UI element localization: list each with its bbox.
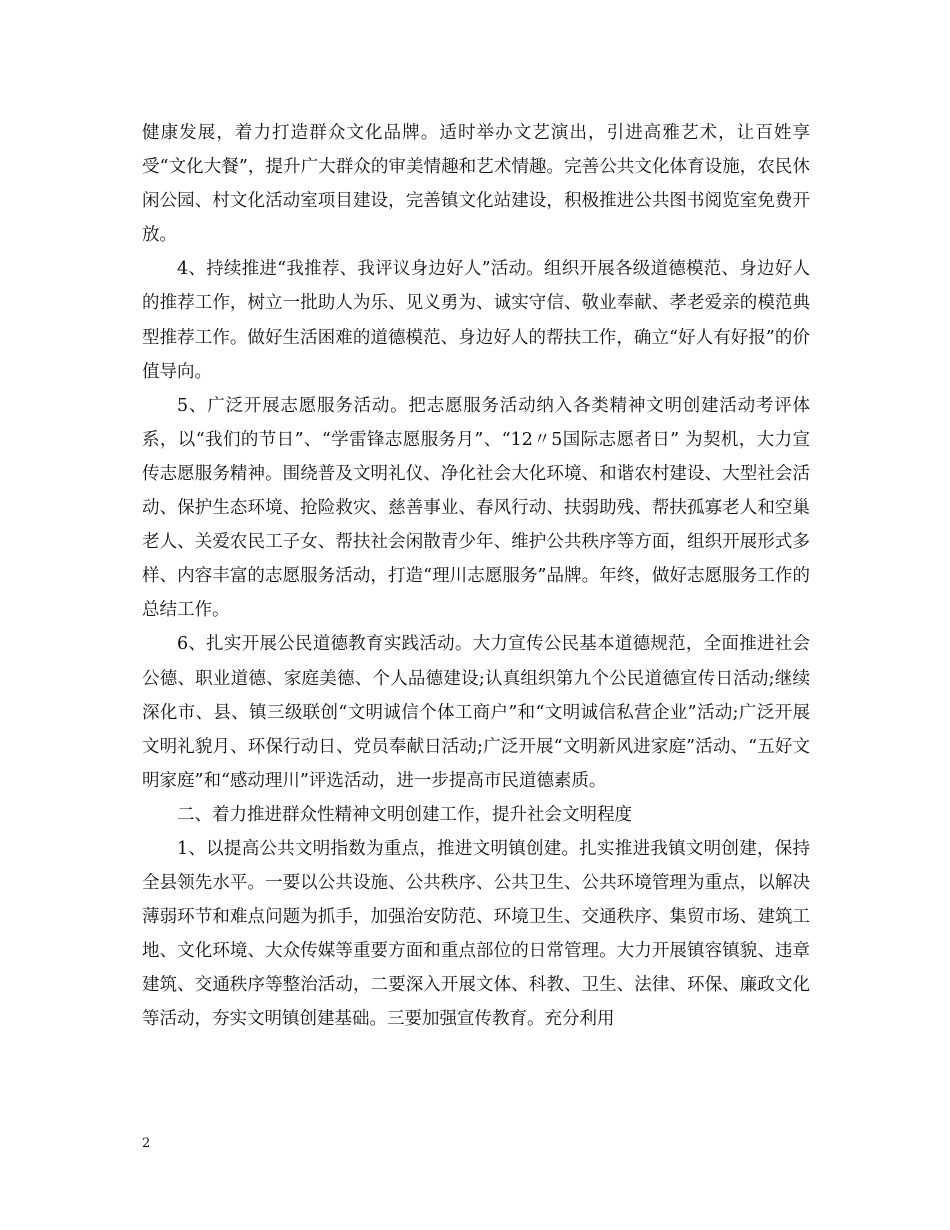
paragraph-culture-continued: 健康发展，着力打造群众文化品牌。适时举办文艺演出，引进高雅艺术，让百姓享受“文化大餐”，提升广大群众的审美情趣和艺术情趣。完善公共文化体育设施，农民休闲公园、村文化活动室项目建设，完善镇文化站建设，积极推进公共图书阅览室免费开放。 xyxy=(142,123,810,246)
paragraph-volunteer-service: 5、广泛开展志愿服务活动。把志愿服务活动纳入各类精神文明创建活动考评体系，以“我们的节日”、“学雷锋志愿服务月”、“12〃5国际志愿者日” 为契机，大力宣传志愿服务精神。围绕普及文明礼仪、净化社会大化环境、和谐农村建设、大型社会活动、保护生态环境、抢险救灾、慈善事业、春风行动、扶弱助残、帮扶孤寡老人和空巢老人、关爱农民工子女、帮扶社会闲散青少年、维护公共秩序等方面，组织开展形式多样、内容丰富的志愿服务活动，打造“理川志愿服务”品牌。年终，做好志愿服务工作的总结工作。 xyxy=(142,395,810,621)
paragraph-civilized-town: 1、以提高公共文明指数为重点，推进文明镇创建。扎实推进我镇文明创建，保持全县领先水平。一要以公共设施、公共秩序、公共卫生、公共环境管理为重点，以解决薄弱环节和难点问题为抓手，加强治安防范、环境卫生、交通秩序、集贸市场、建筑工地、文化环境、大众传媒等重要方面和重点部位的日常管理。大力开展镇容镇貌、违章建筑、交通秩序等整治活动，二要深入开展文体、科教、卫生、法律、环保、廉政文化等活动，夯实文明镇创建基础。三要加强宣传教育。充分利用 xyxy=(142,838,810,1030)
document-body xyxy=(142,116,810,1037)
paragraph-good-people-activity: 4、持续推进“我推荐、我评议身边好人”活动。组织开展各级道德模范、身边好人的推荐工作，树立一批助人为乐、见义勇为、诚实守信、敬业奉献、孝老爱亲的模范典型推荐工作。做好生活困难的道德模范、身边好人的帮扶工作，确立“好人有好报”的价值导向。 xyxy=(142,259,810,382)
paragraph-moral-education: 6、扎实开展公民道德教育实践活动。大力宣传公民基本道德规范，全面推进社会公德、职业道德、家庭美德、个人品德建设;认真组织第九个公民道德宣传日活动;继续深化市、县、镇三级联创“文明诚信个体工商户”和“文明诚信私营企业”活动;广泛开展文明礼貌月、环保行动日、党员奉献日活动;广泛开展“文明新风进家庭”活动、“五好文明家庭”和“感动理川”评选活动，进一步提高市民道德素质。 xyxy=(142,634,810,791)
page-number: 2 xyxy=(142,1136,151,1151)
section-heading-civilization-creation: 二、着力推进群众性精神文明创建工作，提升社会文明程度 xyxy=(177,804,632,825)
